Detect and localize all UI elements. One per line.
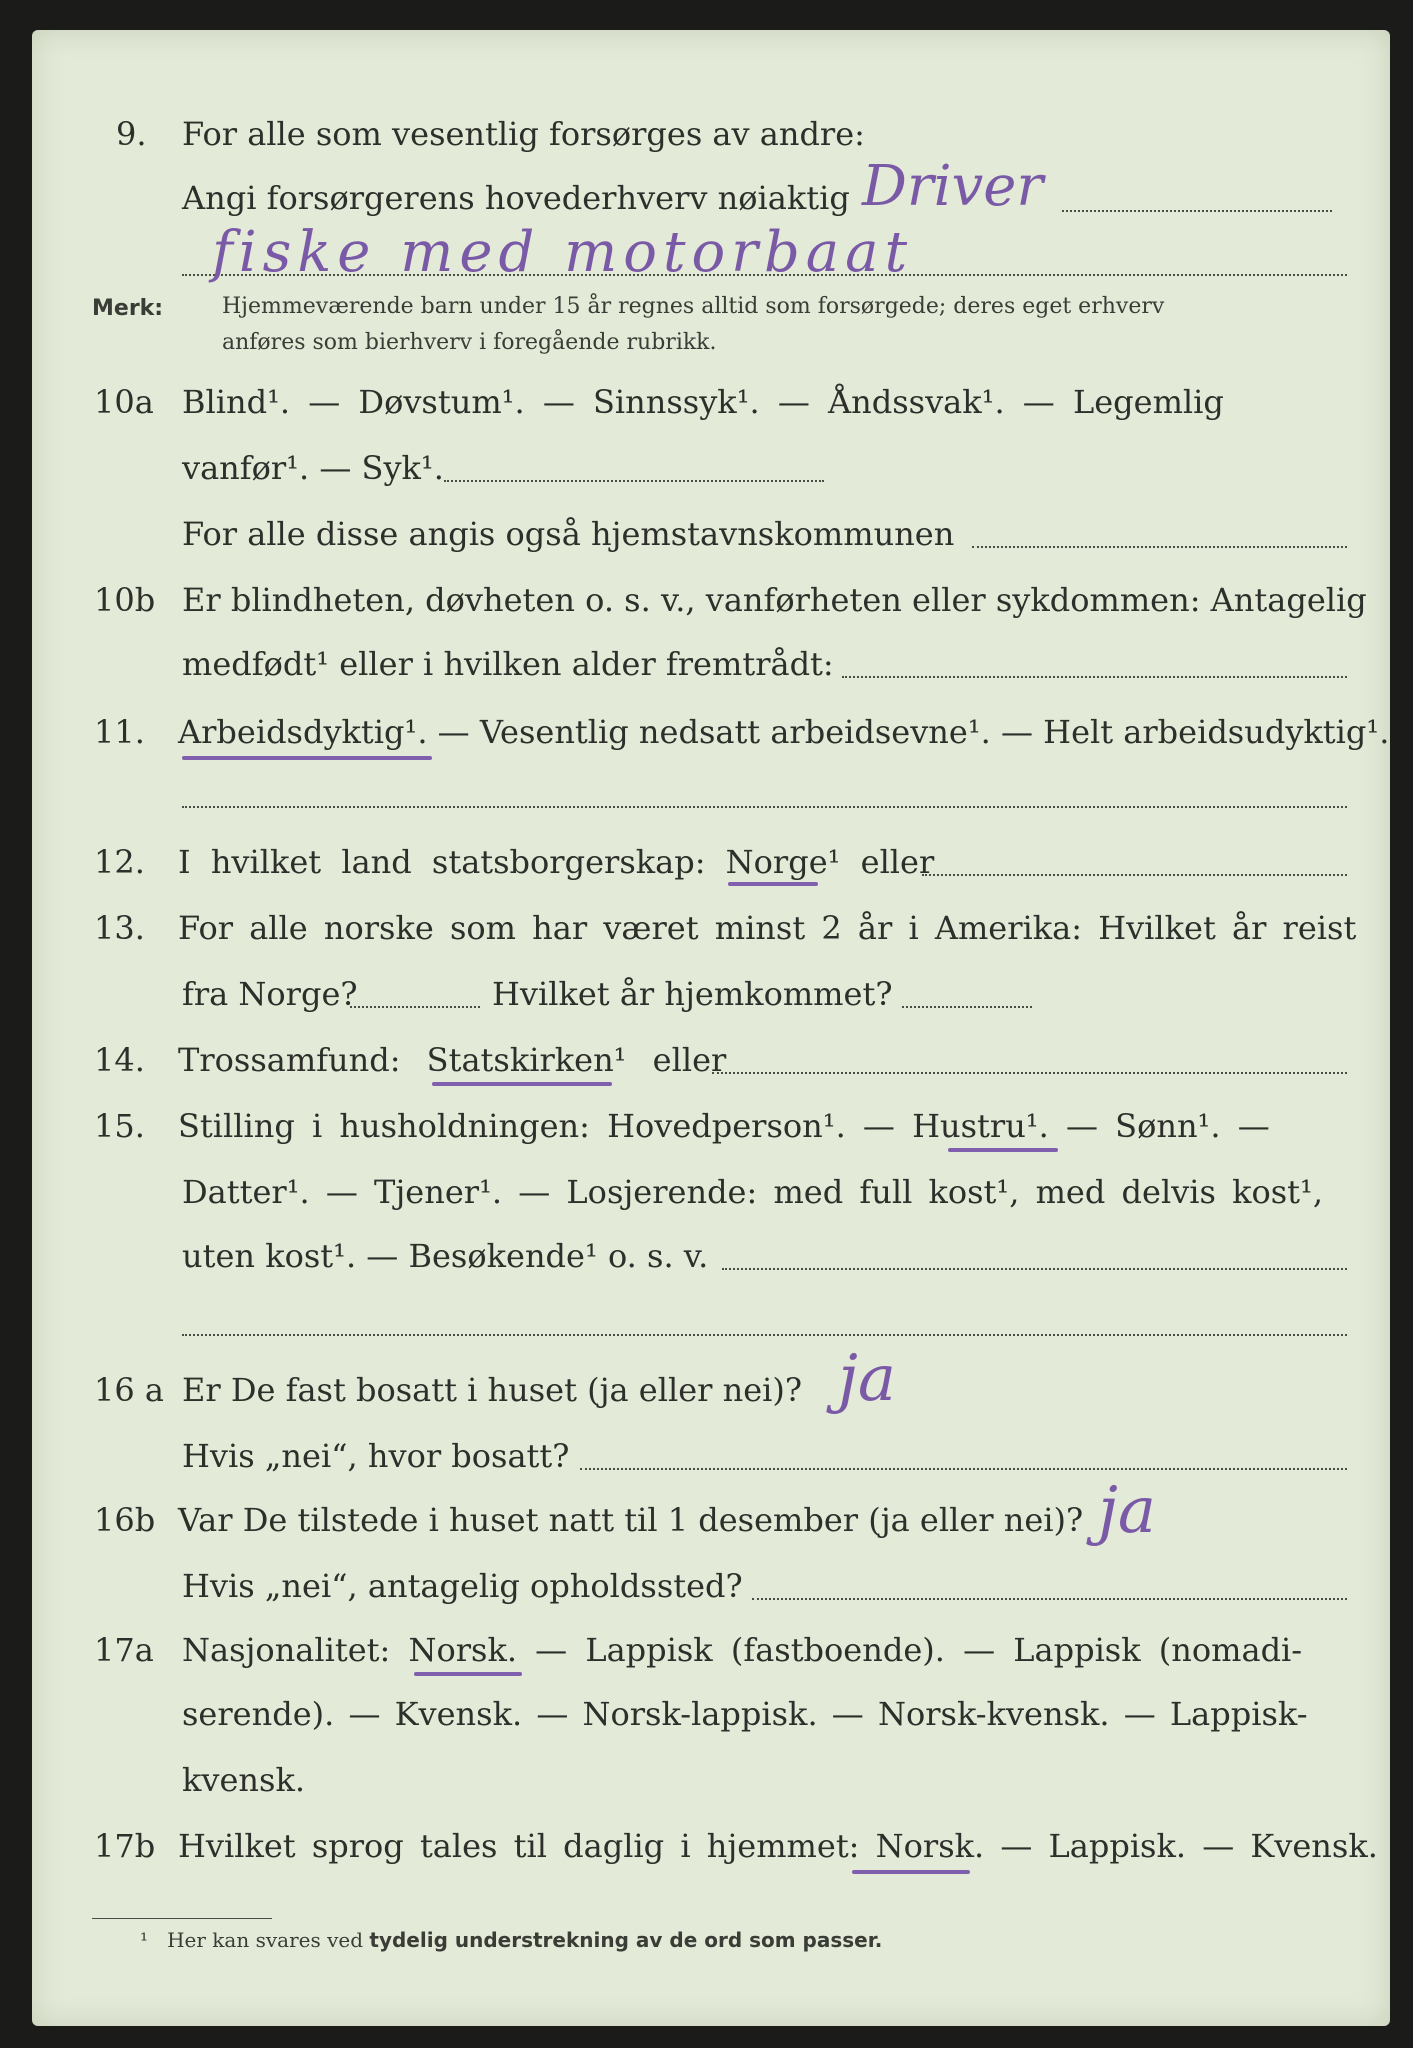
q17a-line1: Nasjonalitet: Norsk. — Lappisk (fastboende). — Lappisk (nomadi- — [182, 1631, 1303, 1669]
q10a-kommune-answer-line — [972, 546, 1347, 548]
footnote-mark: ¹ — [140, 1928, 149, 1952]
footnote-text: Her kan svares ved — [167, 1928, 364, 1952]
footnote-rule — [92, 1918, 272, 1919]
q17a-number: 17a — [94, 1631, 154, 1669]
q17b-number: 17b — [94, 1827, 156, 1865]
q17a-line2: serende). — Kvensk. — Norsk-lappisk. — Norsk-kvensk. — Lappisk- — [182, 1695, 1308, 1733]
q15-line3: uten kost¹. — Besøkende¹ o. s. v. — [182, 1237, 709, 1275]
q11-underline-arbeidsdyktig — [182, 756, 432, 760]
q12-underline-norge — [728, 882, 818, 886]
q17b-underline-norsk — [852, 1870, 970, 1874]
q9-line1: For alle som vesentlig forsørges av andre: — [182, 115, 865, 153]
q11-line1: Arbeidsdyktig¹. — Vesentlig nedsatt arbeidsevne¹. — Helt arbeidsudyktig¹. — [178, 713, 1390, 751]
q13-hjemkommet-answer-line — [902, 1006, 1032, 1008]
q17a-underline-norsk — [414, 1672, 522, 1676]
q12-number: 12. — [94, 843, 145, 881]
merk-line2: anføres som bierhverv i foregående rubrikk. — [222, 330, 717, 355]
q10a-line3: For alle disse angis også hjemstavnskommunen — [182, 515, 955, 553]
q16a-answer-line — [580, 1468, 1347, 1470]
q16a-handwritten-answer: ja — [838, 1342, 896, 1416]
q16b-number: 16b — [94, 1501, 156, 1539]
q16a-line2: Hvis „nei“, hvor bosatt? — [182, 1437, 570, 1475]
q12-line1: I hvilket land statsborgerskap: Norge¹ eller — [178, 843, 935, 881]
q17b-line1: Hvilket sprog tales til daglig i hjemmet: Norsk. — Lappisk. — Kvensk. — [178, 1827, 1378, 1865]
q9-line2: Angi forsørgerens hovederhverv nøiaktig — [182, 179, 850, 217]
q17a-line3: kvensk. — [182, 1761, 305, 1799]
q9-answer-line1 — [1062, 210, 1332, 212]
q10b-answer-line — [842, 676, 1347, 678]
census-form-page — [32, 30, 1390, 2026]
q10b-line2: medfødt¹ eller i hvilken alder fremtrådt: — [182, 645, 834, 683]
merk-label: Merk: — [92, 296, 164, 321]
q10a-line1: Blind¹. — Døvstum¹. — Sinnssyk¹. — Åndssvak¹. — Legemlig — [182, 383, 1224, 421]
q10a-number: 10a — [94, 383, 154, 421]
footnote — [140, 1928, 882, 1952]
q16b-line1: Var De tilstede i huset natt til 1 desember (ja eller nei)? — [178, 1501, 1084, 1539]
q12-answer-line — [922, 874, 1347, 876]
q13-reist-answer-line — [350, 1006, 480, 1008]
q14-number: 14. — [94, 1041, 145, 1079]
q13-line2b: Hvilket år hjemkommet? — [492, 975, 893, 1013]
q14-answer-line — [712, 1072, 1347, 1074]
q16b-handwritten-answer: ja — [1098, 1474, 1156, 1548]
q13-line2a: fra Norge? — [182, 975, 358, 1013]
q10b-line1: Er blindheten, døvheten o. s. v., vanførheten eller sykdommen: Antagelig — [182, 581, 1367, 619]
q13-number: 13. — [94, 909, 145, 947]
q9-handwritten-answer2: fiske med motorbaat — [212, 220, 914, 285]
merk-line1: Hjemmeværende barn under 15 år regnes alltid som forsørgede; deres eget erhverv — [222, 294, 1165, 319]
q11-number: 11. — [94, 713, 145, 751]
q16a-number: 16 a — [94, 1371, 164, 1409]
q14-underline-statskirken — [432, 1082, 612, 1086]
q16a-line1: Er De fast bosatt i huset (ja eller nei)? — [182, 1371, 803, 1409]
q16b-answer-line — [752, 1598, 1347, 1600]
footnote-bold-text: tydelig understrekning av de ord som passer. — [369, 1928, 883, 1952]
q15-number: 15. — [94, 1107, 145, 1145]
q15-underline-hustru — [948, 1148, 1058, 1152]
q15-answer-line2 — [182, 1334, 1347, 1336]
q15-answer-line1 — [722, 1268, 1347, 1270]
q15-line2: Datter¹. — Tjener¹. — Losjerende: med full kost¹, med delvis kost¹, — [182, 1173, 1324, 1211]
q10b-number: 10b — [94, 581, 156, 619]
q9-handwritten-answer1: Driver — [862, 154, 1044, 219]
q16b-line2: Hvis „nei“, antagelig opholdssted? — [182, 1567, 743, 1605]
q15-line1: Stilling i husholdningen: Hovedperson¹. — Hustru¹. — Sønn¹. — — [178, 1107, 1270, 1145]
q10a-line2: vanfør¹. — Syk¹. — [182, 449, 444, 487]
q10a-syk-answer-line — [444, 480, 824, 482]
q13-line1: For alle norske som har været minst 2 år i Amerika: Hvilket år reist — [178, 909, 1357, 947]
q9-number: 9. — [116, 115, 147, 153]
q14-line1: Trossamfund: Statskirken¹ eller — [178, 1041, 727, 1079]
q11-answer-line — [182, 806, 1347, 808]
